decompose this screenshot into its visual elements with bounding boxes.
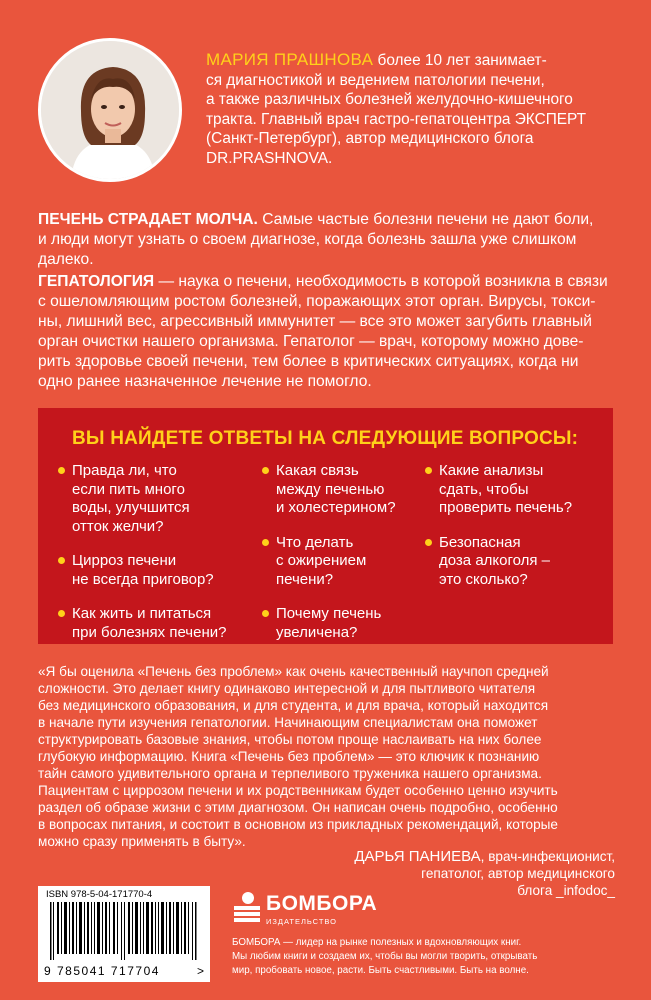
bullet-dot-icon xyxy=(262,610,269,617)
isbn-label: ISBN 978-5-04-171770-4 xyxy=(46,889,153,900)
review-line: тайн самого удивительного органа и терпеливого труженика нашего организма. xyxy=(38,766,542,781)
question-line: Как жить и питаться xyxy=(72,605,212,622)
questions-column-3 xyxy=(425,462,605,605)
hepatology-line: с ошеломляющим ростом болезней, поражающих этот орган. Вирусы, токси- xyxy=(38,293,596,310)
question-item xyxy=(58,462,248,536)
hepatology-line: ны, лишний вес, агрессивный иммунитет — все это может загубить главный xyxy=(38,313,592,330)
question-line: воды, улучшится xyxy=(72,499,190,516)
question-line: Какая связь xyxy=(276,462,359,479)
question-item xyxy=(58,605,248,642)
question-item xyxy=(425,462,605,518)
bullet-dot-icon xyxy=(425,539,432,546)
intro-paragraph xyxy=(38,210,616,270)
barcode-bars-icon xyxy=(46,902,202,960)
publisher-sub: ИЗДАТЕЛЬСТВО xyxy=(266,917,338,926)
question-line: Что делать xyxy=(276,533,354,551)
publisher-logo xyxy=(232,890,382,930)
question-line: это сколько? xyxy=(439,570,528,588)
questions-column-2 xyxy=(262,462,422,658)
publisher-line: мир, пробовать новое, расти. Быть счастливыми. Быть на волне. xyxy=(232,965,529,976)
question-line: доза алкоголя – xyxy=(439,552,551,569)
reviewer-title: , врач-инфекционист, xyxy=(480,849,615,864)
author-bio-line: ся диагностикой и ведением патологии печени, xyxy=(206,71,545,89)
review-line: структурировать базовые знания, чтобы потом проще наслаивать на них более xyxy=(38,732,542,747)
author-bio-line: более 10 лет занимает- xyxy=(377,52,547,69)
review-line: без медицинского образования, и для студента, и для врача, который находится xyxy=(38,698,549,713)
publisher-line: Мы любим книги и создаем их, чтобы вы могли творить, открывать xyxy=(232,951,538,962)
question-line: Цирроз печени xyxy=(72,552,177,569)
bullet-dot-icon xyxy=(58,557,65,564)
question-line: печени? xyxy=(276,570,334,588)
review-line: можно сразу применять в быту». xyxy=(38,834,246,849)
isbn-arrow: > xyxy=(196,964,204,978)
review-line: раздел об образе жизни с этим диагнозом. Он написан очень подробно, особенно xyxy=(38,800,558,815)
question-item xyxy=(262,534,422,590)
question-line: между печенью xyxy=(276,480,385,498)
author-bio-line: (Санкт-Петербург), автор медицинского блога xyxy=(206,130,534,147)
questions-column-1 xyxy=(58,462,248,658)
question-item xyxy=(58,552,248,589)
hepatology-line: — наука о печени, необходимость в которой возникла в связи xyxy=(154,273,608,290)
bullet-dot-icon xyxy=(262,539,269,546)
isbn-barcode xyxy=(38,886,210,982)
review-quote xyxy=(38,663,618,850)
hepatology-paragraph xyxy=(38,272,616,392)
question-line: сдать, чтобы xyxy=(439,480,529,498)
question-line: проверить печень? xyxy=(439,499,573,516)
hepatology-line: одно ранее назначенное лечение не помогло. xyxy=(38,373,372,390)
question-line: отток желчи? xyxy=(72,517,164,535)
question-line: не всегда приговор? xyxy=(72,570,214,588)
hepatology-line: рить здоровье своей печени, тем более в критических ситуациях, когда ни xyxy=(38,353,579,370)
publisher-mark-icon xyxy=(232,890,262,926)
author-photo xyxy=(38,38,182,182)
review-line: в вопросах питания, и состоит в основном из прикладных рекомендаций, которые xyxy=(38,817,558,832)
reviewer-name: ДАРЬЯ ПАНИЕВА xyxy=(354,848,481,865)
author-bio-line: тракта. Главный врач гастро-гепатоцентра ЭКСПЕРТ xyxy=(206,110,586,128)
hepatology-line: орган очистки нашего организма. Гепатолог — врач, которому можно дове- xyxy=(38,333,584,350)
author-bio-line: DR.PRASHNOVA. xyxy=(206,149,333,167)
question-item xyxy=(262,462,422,518)
question-line: Какие анализы xyxy=(439,462,544,479)
question-line: с ожирением xyxy=(276,552,367,569)
review-line: глубокую информацию. Книга «Печень без проблем» — это ключик к познанию xyxy=(38,749,540,764)
reviewer-title: гепатолог, автор медицинского xyxy=(421,866,615,881)
author-bio-line: а также различных болезней желудочно-кишечного xyxy=(206,91,573,108)
question-item xyxy=(262,605,422,642)
question-line: Правда ли, что xyxy=(72,462,177,479)
intro-line: и люди могут узнать о своем диагнозе, когда болезнь зашла уже слишком xyxy=(38,231,577,248)
review-line: сложности. Это делает книгу одинаково интересной и для пытливого читателя xyxy=(38,681,536,696)
author-name: МАРИЯ ПРАШНОВА xyxy=(206,50,374,69)
question-item xyxy=(425,534,605,590)
publisher-name: БОМБОРА xyxy=(266,892,378,915)
questions-title: ВЫ НАЙДЕТЕ ОТВЕТЫ НА СЛЕДУЮЩИЕ ВОПРОСЫ: xyxy=(72,428,579,449)
question-line: Почему печень xyxy=(276,605,382,622)
question-line: увеличена? xyxy=(276,623,358,641)
intro-line: далеко. xyxy=(38,251,94,268)
review-line: Пациентам с циррозом печени и их родственникам будет особенно ценно изучить xyxy=(38,783,558,798)
bullet-dot-icon xyxy=(58,467,65,474)
isbn-number: 9 785041 717704 xyxy=(44,964,160,978)
intro-line: Самые частые болезни печени не дают боли, xyxy=(262,211,594,228)
question-line: и холестерином? xyxy=(276,499,396,516)
hepatology-lead: ГЕПАТОЛОГИЯ xyxy=(38,273,155,290)
bullet-dot-icon xyxy=(425,467,432,474)
bullet-dot-icon xyxy=(262,467,269,474)
question-line: при болезнях печени? xyxy=(72,623,227,641)
author-bio xyxy=(206,50,624,168)
bullet-dot-icon xyxy=(58,610,65,617)
reviewer-title: блога _infodoc_ xyxy=(517,883,615,898)
publisher-description xyxy=(232,936,632,978)
review-line: «Я бы оценила «Печень без проблем» как очень качественный научпоп средней xyxy=(38,664,549,679)
review-line: в начале пути изучения гепатологии. Начинающим специалистам она поможет xyxy=(38,715,538,730)
publisher-line: БОМБОРА — лидер на рынке полезных и вдохновляющих книг. xyxy=(232,937,522,948)
question-line: если пить много xyxy=(72,480,185,498)
question-line: Безопасная xyxy=(439,533,521,551)
intro-lead: ПЕЧЕНЬ СТРАДАЕТ МОЛЧА. xyxy=(38,211,258,228)
